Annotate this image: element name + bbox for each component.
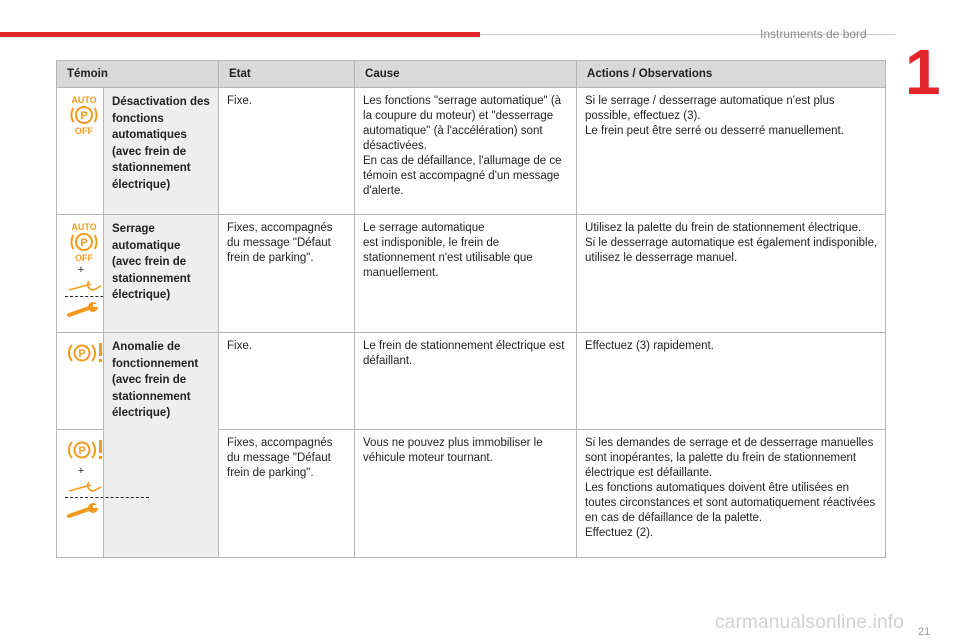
table-header-row	[57, 61, 886, 88]
indicator-name: Désactivation des fonctions automatiques (avec frein de stationnement électrique)	[104, 88, 219, 215]
indicator-icon-cell	[57, 333, 104, 430]
table-row	[57, 215, 886, 333]
indicator-state: Fixe.	[219, 88, 355, 215]
page-number: 21	[918, 626, 931, 638]
indicator-actions: Effectuez (3) rapidement.	[577, 333, 886, 430]
indicator-state: Fixes, accompagnés du message "Défaut frein de parking".	[219, 215, 355, 333]
action-line: Les fonctions automatiques doivent être utilisées en toutes circonstances et sont automatiquement réactivées en cas de défaillance de la palette.	[585, 482, 876, 524]
indicator-cause: Le frein de stationnement électrique est défaillant.	[355, 333, 577, 430]
svg-text:P: P	[78, 445, 86, 457]
indicator-icon-cell	[57, 430, 104, 558]
plus-sign: +	[77, 264, 85, 276]
indicator-name	[104, 333, 219, 558]
indicator-actions	[577, 215, 886, 333]
cause-line: Les fonctions "serrage automatique" (à la coupure du moteur) et "desserrage automatique" (à l'accélération) sont désactivées.	[363, 95, 562, 152]
action-line: Si le desserrage automatique est également indisponible, utilisez le desserrage manuel.	[585, 237, 878, 264]
cause-line: est indisponible, le frein de stationnement n'est utilisable que manuellement.	[363, 237, 533, 279]
indicator-name-text: Anomalie de fonctionnement (avec frein de stationnement électrique)	[112, 341, 199, 419]
indicator-state: Fixes, accompagnés du message "Défaut frein de parking".	[219, 430, 355, 558]
indicator-name: Serrage automatique (avec frein de stationnement électrique)	[104, 215, 219, 333]
service-wrench-icon	[65, 501, 105, 519]
indicator-cause	[355, 88, 577, 215]
indicator-icon-cell	[57, 215, 104, 333]
action-line: Le frein peut être serré ou desserré manuellement.	[585, 125, 844, 137]
indicator-icon-cell	[57, 88, 104, 215]
column-header-actions: Actions / Observations	[577, 61, 886, 88]
wrench-icon	[65, 478, 105, 494]
warning-lights-table	[56, 60, 886, 558]
plus-sign: +	[77, 465, 85, 477]
parking-brake-fault-icon	[65, 339, 107, 367]
service-wrench-icon	[65, 300, 105, 318]
parking-brake-fault-icon	[65, 436, 107, 464]
auto-off-brake-icon	[65, 94, 103, 136]
indicator-state: Fixe.	[219, 333, 355, 430]
svg-text:OFF: OFF	[75, 253, 93, 263]
cause-line: Le serrage automatique	[363, 222, 485, 234]
header-accent-bar	[0, 32, 480, 37]
svg-text:OFF: OFF	[75, 126, 93, 136]
action-line: Si les demandes de serrage et de desserrage manuelles sont inopérantes, la palette du frein de stationnement électrique est défaillante.	[585, 437, 874, 479]
svg-text:P: P	[80, 237, 88, 249]
column-header-cause: Cause	[355, 61, 577, 88]
indicator-actions	[577, 430, 886, 558]
action-line: Effectuez (2).	[585, 527, 654, 539]
indicator-cause: Vous ne pouvez plus immobiliser le véhicule moteur tournant.	[355, 430, 577, 558]
action-line: Si le serrage / desserrage automatique n'est plus possible, effectuez (3).	[585, 95, 835, 122]
table-row	[57, 333, 886, 430]
indicator-cause	[355, 215, 577, 333]
indicator-actions	[577, 88, 886, 215]
action-line: Utilisez la palette du frein de stationnement électrique.	[585, 222, 862, 234]
watermark: carmanualsonline.info	[715, 612, 905, 633]
svg-text:AUTO: AUTO	[71, 222, 97, 232]
cause-line: En cas de défaillance, l'allumage de ce témoin est accompagné d'un message d'alerte.	[363, 155, 562, 197]
auto-off-brake-icon	[65, 221, 103, 263]
column-header-etat: Etat	[219, 61, 355, 88]
section-title: Instruments de bord	[760, 27, 867, 41]
svg-text:AUTO: AUTO	[71, 95, 97, 105]
wrench-icon	[65, 277, 105, 293]
svg-text:P: P	[78, 348, 86, 360]
svg-text:P: P	[80, 110, 88, 122]
column-header-temoin: Témoin	[57, 61, 219, 88]
dashed-separator	[65, 497, 149, 498]
table-row	[57, 88, 886, 215]
chapter-number: 1	[905, 36, 941, 108]
